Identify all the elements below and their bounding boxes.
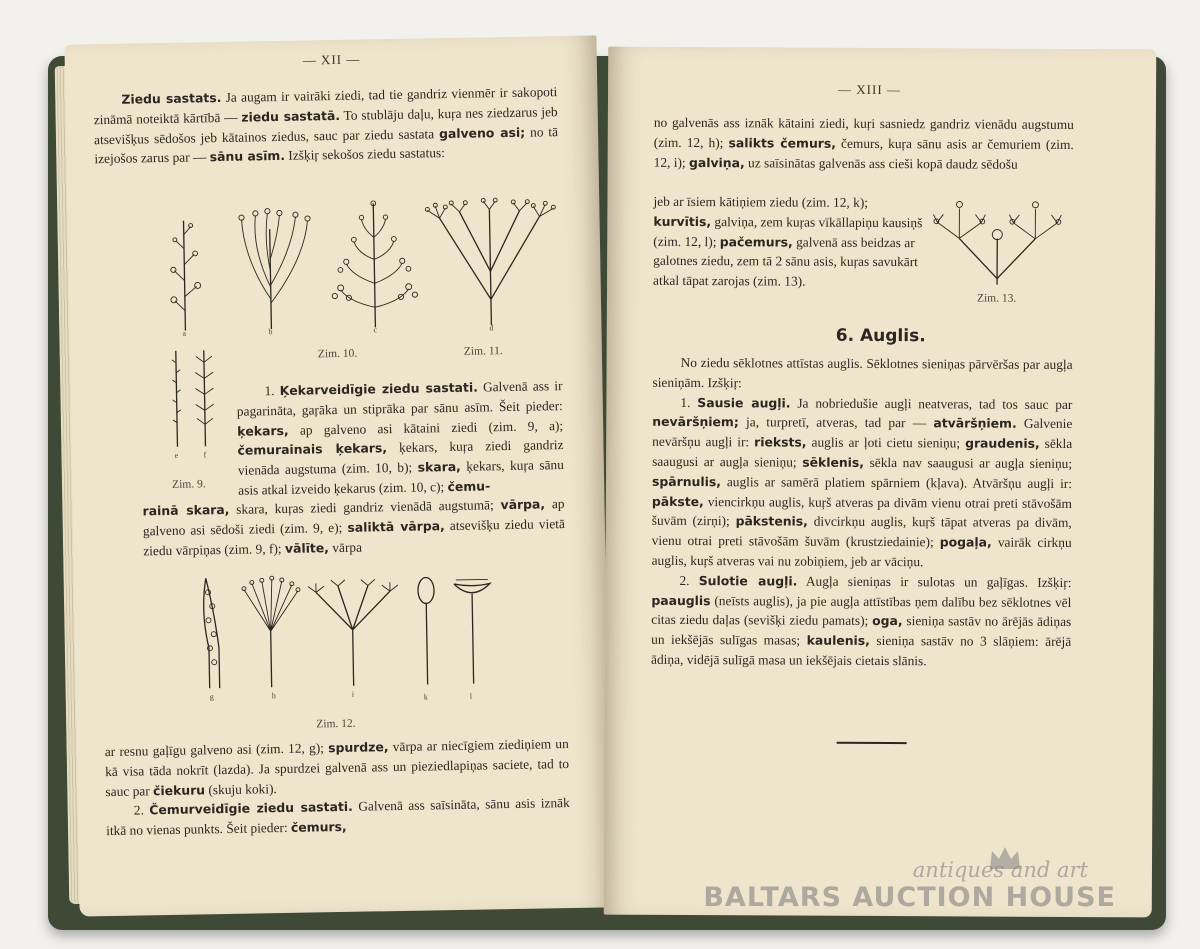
para-fruit-intro (652, 353, 1072, 395)
bold-term: galviņa, (688, 154, 745, 170)
figure-13 (929, 178, 1070, 289)
fig-raceme (170, 220, 202, 331)
bold-term: saliktā vārpa, (347, 517, 445, 535)
text-run: sieniņa sastāv no 3 slāņiem: ārējā ādiņa, vidējā sulīgā masa un iekšējais cietais slānis. (651, 633, 1072, 669)
fig-letter-b: b (268, 327, 273, 337)
text-run: To stublāju daļu, kuŗa nes ziedzarus jeb atsevišķus sēdošos jeb kātainos ziedus, sauc par ziedu sastata (93, 103, 558, 147)
bold-term: atvāršņiem. (933, 415, 1017, 432)
para-capitulum-text (653, 192, 928, 292)
text-run: 1. (680, 394, 698, 410)
fig-letter-d: d (489, 323, 494, 333)
fig-corymbose-panicle (425, 197, 557, 326)
fig-letter-k: k (423, 692, 428, 702)
fig-compound-umbel (308, 579, 400, 687)
bold-term: skara, (417, 459, 461, 475)
paragraph-capitulum (653, 192, 928, 292)
fig-capitulum (454, 579, 492, 684)
left-page (64, 35, 611, 916)
caption-zim-10: Zim. 10. (317, 347, 358, 361)
text-run: Galvenā ass saīsināta, sānu asis iznāk itkā no vienas punkts. Šeit pieder: (106, 795, 570, 839)
watermark (703, 858, 1116, 913)
bold-term: pākste, (651, 493, 704, 509)
text-run: no tā izejošos zarus par — (94, 123, 559, 167)
text-run: ap galveno asi kātaini ziedi (zim. 9, a); (288, 417, 564, 438)
right-page (604, 47, 1157, 918)
fig-spadix (203, 578, 219, 688)
fig-spike (172, 351, 182, 447)
bold-term: graudenis, (965, 435, 1040, 452)
right-page-number: — XIII — (838, 81, 901, 98)
bold-term: čemurainais ķekars, (237, 440, 388, 459)
para-umbel-cont-text (654, 113, 1074, 175)
para-umbellate-text (106, 793, 571, 841)
text-run: sēkla nav saaugusi ar augļa sieniņu; (864, 454, 1073, 471)
bold-term: čemu- (447, 478, 491, 495)
figure-9 (164, 342, 226, 453)
text-run: No ziedu sēklotnes attīstas auglis. Sēklotnes sieniņas pārvēršas par augļa sieniņām. Izšķiŗ: (652, 354, 1073, 391)
text-run: no galvenās ass iznāk kātaini ziedi, kuŗi sasniedz gandriz vienādu augstumu (zim. 12, h); (653, 114, 1074, 150)
bold-term: ziedu sastatā. (241, 107, 341, 125)
bold-term: rainā skara, (142, 501, 230, 519)
text-run: 2. (133, 802, 150, 819)
bold-term: vārpa, (500, 496, 546, 513)
text-run: ja, turpretī, atveras, tad par — (738, 414, 934, 431)
text-run: viencirkņu auglis, kuŗš atveras pa divām vienu otrai preti stāvošām šuvām (zirņi); (651, 493, 1072, 529)
text-run: čemurs, kuŗa sānu asis ar čemuriem (zim. 12, i); (653, 135, 1074, 170)
bold-term: Ķekarveidīgie ziedu sastati. (279, 379, 478, 399)
text-run: 2. (679, 572, 699, 588)
fig-dichasium (933, 201, 1061, 285)
bold-term: spurdze, (328, 739, 389, 756)
bold-term: čemurs, (290, 819, 347, 836)
para-spikes-text (105, 734, 570, 801)
watermark-brand: BALTARS AUCTION HOUSE (703, 882, 1116, 913)
section-heading-fruit: 6. Auglis. (835, 325, 926, 347)
paragraph-racemose (236, 376, 564, 500)
figures-10-11 (143, 194, 565, 341)
para-dry-fruits (652, 392, 1073, 572)
bold-term: vālīte, (284, 539, 330, 556)
text-run: vārpa (328, 539, 363, 555)
watermark-tagline: antiques and art (912, 858, 1088, 882)
fig-letter-l: l (469, 691, 473, 701)
bold-term: Sulotie augļi. (698, 572, 798, 589)
bold-term: spārnulis, (651, 473, 721, 489)
text-run: (skuju koki). (204, 780, 277, 797)
bold-term: pačemurs, (719, 233, 793, 250)
figure-12 (192, 567, 494, 692)
paragraph-spikes (105, 734, 571, 841)
text-run: Ja augam ir vairāki ziedi, tad tie gandriz vienmēr ir sakopoti zināmā noteiktā kārtībā — (93, 84, 558, 128)
text-run: Izšķiŗ sekošos ziedu sastatus: (284, 145, 446, 164)
text-run: jeb ar īsiem kātiņiem ziedu (zim. 12, k); (653, 193, 869, 210)
text-run: vairāk cirkņu auglis, kuŗš atveras vai nu zobiņiem, jeb ar vāciņu. (651, 534, 1072, 570)
bold-term: salikts čemurs, (728, 134, 837, 151)
bold-term: Čemurveidīgie ziedu sastati. (149, 799, 353, 818)
left-page-number: — XII — (302, 51, 361, 68)
fig-panicle (331, 200, 418, 328)
bold-term: sēklenis, (802, 454, 865, 470)
fig-letter-e: e (174, 450, 179, 460)
bold-term: sānu asīm. (209, 148, 286, 165)
bold-term: rieksts, (754, 434, 807, 450)
text-run: ap galveno asi sēdoši ziedi (zim. 9, e); (142, 496, 565, 539)
text-run: atsevišķu ziedu vietā ziedu vārpiņas (zim. 9, f); (143, 515, 566, 559)
fig-letter-c: c (373, 325, 378, 335)
para-racemose-text (236, 376, 564, 500)
text-run: uz saīsinātas galvenās ass cieši kopā daudz sēdošu (744, 154, 1018, 172)
text-run: sēkla saaugusi ar augļa sieniņu; (652, 436, 1073, 470)
bold-term: Ziedu sastats. (121, 89, 222, 107)
fig-letter-a: a (182, 328, 187, 338)
bold-term: kurvītis, (653, 213, 712, 229)
text-run: Galvenā ass ir pagarināta, gaŗāka un stiprāka par sānu asīm. Šeit pieder: (236, 378, 563, 419)
fig-letter-f: f (203, 450, 207, 460)
bold-term: galveno asi; (438, 124, 526, 141)
bold-term: oga, (872, 613, 903, 629)
bold-term: pogaļa, (939, 534, 992, 550)
text-run: Galvenie nevāršņu augļi ir: (652, 416, 1073, 450)
text-run: Augļa sieniņas ir sulotas un gaļīgas. Izšķiŗ: (797, 573, 1072, 590)
caption-zim-11: Zim. 11. (463, 345, 503, 358)
text-run: divcirkņu auglis, kuŗš tāpat atveras pa divām, vienu otrai preti stāvošām šuvām (krustziedainie); (651, 513, 1072, 550)
paragraph-racemose-cont (142, 494, 565, 561)
caption-zim-13: Zim. 13. (976, 292, 1017, 305)
text-run: sieniņa sastāv no ārējās ādiņas un iekšējās sulīgas masas; (651, 613, 1072, 648)
bold-term: Sausie augļi. (697, 394, 791, 411)
fig-umbel (242, 576, 302, 688)
fig-letter-g: g (209, 692, 214, 702)
text-run: (neīsts auglis), ja pie augļa attīstības ņem dalību bez sēklotnes vēl citas ziedu daļas (sevišķi ziedu pamats); (651, 592, 1072, 629)
caption-zim-12: Zim. 12. (316, 717, 356, 731)
text-run: auglis ar ļoti cietu sieniņu; (806, 434, 966, 451)
text-run: vārpa ar niecīgiem ziediņiem un kā visa tāda nokrīt (lazda). Ja spurdzei galvenā ass un pieziedlapiņas saciete, tad to sauc par (104, 736, 570, 799)
text-run: 1. (264, 383, 280, 399)
fig-head (418, 577, 436, 684)
paragraph-umbel-cont (654, 113, 1074, 175)
text-run: galvenā ass beidzas ar galotnes ziedu, zem tā 2 sānu asis, kuŗas savukārt atkal tāpat zarojas (zim. 13). (653, 234, 918, 289)
caption-zim-9: Zim. 9. (172, 478, 206, 491)
fig-compound-spike (195, 350, 215, 446)
fig-letter-h: h (271, 691, 276, 701)
text-run: auglis ar samērā platiem spārniem (kļava). Atvāršņu augļi ir: (720, 473, 1073, 491)
bold-term: pākstenis, (735, 513, 808, 529)
paragraph-fruit (651, 353, 1073, 672)
text-run: skara, kuŗas ziedi gandriz vienādā augstumā; (229, 497, 501, 517)
text-run: ar resnu gaļīgu galveno asi (zim. 12, g); (104, 740, 329, 760)
para-intro-text (93, 82, 558, 169)
bold-term: ķekars, (237, 422, 289, 439)
text-run: ķekars, kuŗa ziedi gandriz vienāda augstuma (zim. 10, b); (237, 437, 564, 478)
fig-letter-i: i (351, 689, 355, 699)
paragraph-inflorescence-intro (93, 82, 558, 169)
bold-term: nevāršņiem; (652, 414, 739, 430)
bold-term: čiekuru (152, 781, 206, 798)
para-racemose-cont-text (142, 494, 565, 561)
end-rule (837, 742, 907, 744)
bold-term: paauglis (651, 592, 711, 608)
fig-corymb (239, 208, 312, 330)
para-juicy-fruits (651, 571, 1072, 672)
bold-term: kaulenis, (806, 632, 870, 649)
text-run: Ja nobriedušie augļi neatveras, tad tos sauc par (790, 395, 1073, 412)
text-run: galviņa, zem kuŗas vīkāllapiņu kausiņš (zim. 12, l); (653, 213, 923, 249)
text-run: ķekars, kuŗa sānu asis atkal izveido ķekarus (zim. 10, c); (238, 457, 564, 498)
